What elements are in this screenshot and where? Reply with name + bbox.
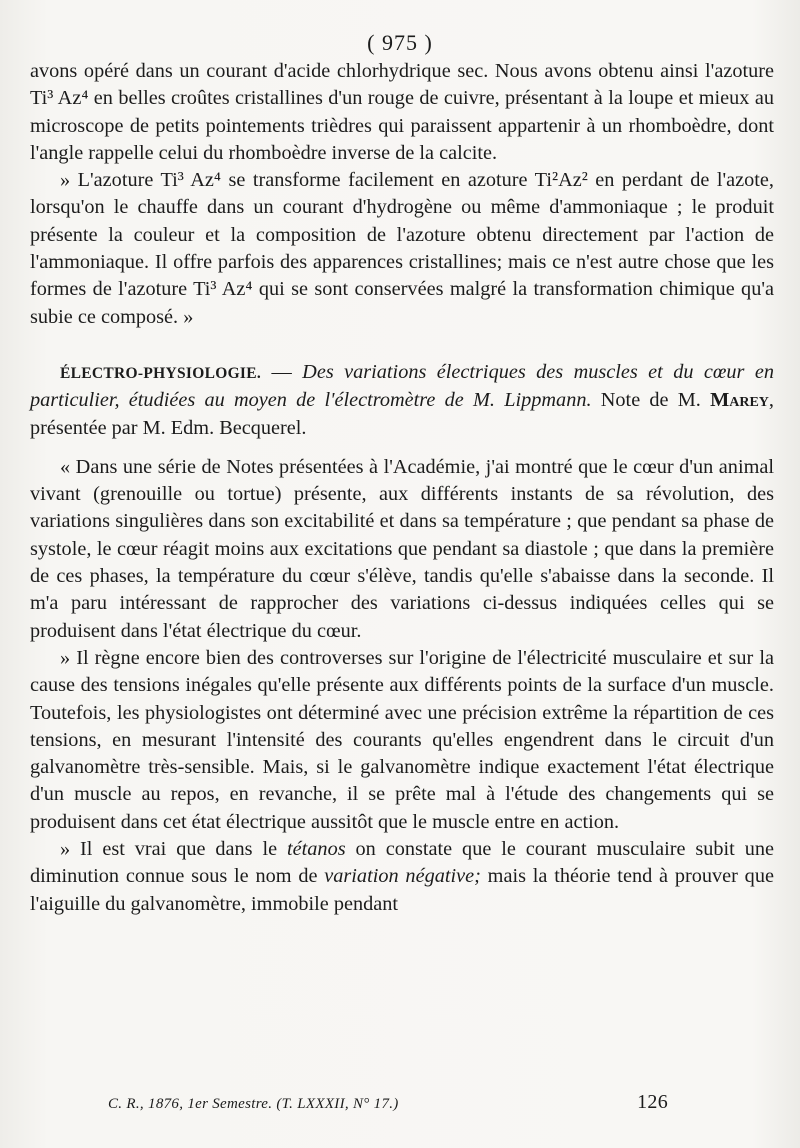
heading-gap xyxy=(30,442,774,454)
section-gap xyxy=(30,331,774,359)
paragraph-azoture-2: » L'azoture Ti³ Az⁴ se transforme facilement en azoture Ti²Az² en perdant de l'azote, lorsqu'on le chauffe dans un courant d'hydrogène ou même d'ammoniaque ; le produit présente la couleur et la composition de l'azoture obtenu directement par l'action de l'ammoniaque. Il offre parfois des apparences cristallines; mais ce n'est autre chose que les formes de l'azoture Ti³ Az⁴ qui se sont conservées malgré la transformation chimique qu'a subie ce composé. » xyxy=(30,169,774,328)
author-name: Marey xyxy=(710,389,769,412)
paragraph-intro: « Dans une série de Notes présentées à l'Académie, j'ai montré que le cœur d'un animal vivant (grenouille ou tortue) présente, aux différents instants de sa révolution, des variations singulières dans son excitabilité et dans sa température ; que pendant sa phase de systole, le cœur réagit moins aux excitations que pendant sa diastole ; que dans la première de ces phases, la température du cœur s'élève, tandis qu'elle s'abaisse dans la seconde. Il m'a paru intéressant de rapprocher des variations ci-dessus indiquées celles qui se produisent dans l'état électrique du cœur. xyxy=(30,455,774,642)
section-label: ÉLECTRO-PHYSIOLOGIE. xyxy=(60,364,262,382)
presented-by: , présentée par M. Edm. Becquerel. xyxy=(30,389,774,439)
signature-number: 126 xyxy=(637,1091,668,1113)
paragraph-tetanos xyxy=(30,836,774,918)
note-intro: Note de M. xyxy=(591,389,711,412)
page-body xyxy=(30,58,774,918)
page-footer xyxy=(108,1091,668,1114)
paragraph-controversies: » Il règne encore bien des controverses sur l'origine de l'électricité musculaire et sur la cause des tensions inégales qu'elle présente aux différents points de la surface d'un muscle. Toutefois, les physiologistes ont déterminé avec une précision extrême la répartition de ces tensions, en mesurant l'intensité des courants qu'elles engendrent dans le circuit d'un galvanomètre très-sensible. Mais, si le galvanomètre indique exactement l'état électrique d'un muscle au repos, en revanche, il se prête mal à l'étude des changements qui se produisent dans cet état électrique aussitôt que le muscle entre en action. xyxy=(30,646,774,833)
negative-variation-term: variation négative; xyxy=(324,865,481,888)
tetanos-term: tétanos xyxy=(287,838,346,861)
heading-dash: — xyxy=(261,360,303,383)
page-number: ( 975 ) xyxy=(367,30,433,55)
tetanos-text-c: on constate que le courant musculaire subit une diminution connue sous le nom de xyxy=(30,838,774,888)
tetanos-text-a: » Il est vrai que dans le xyxy=(60,838,288,861)
tetanos-text-e: mais la théorie tend à prouver que l'aiguille du galvanomètre, immobile pendant xyxy=(30,865,774,915)
journal-citation: C. R., 1876, 1er Semestre. (T. LXXXII, N° 17.) xyxy=(108,1096,399,1112)
article-title: Des variations électriques des muscles et du cœur en particulier, étudiées au moyen de l'électromètre de M. Lippmann. xyxy=(30,360,774,412)
paragraph-azoture-1: avons opéré dans un courant d'acide chlorhydrique sec. Nous avons obtenu ainsi l'azoture Ti³ Az⁴ en belles croûtes cristallines d'un rouge de cuivre, présentant à la loupe et mieux au microscope de petits pointements trièdres qui paraissent appartenir à un rhomboèdre, dont l'angle rappelle celui du rhomboèdre inverse de la calcite. xyxy=(30,60,774,164)
section-heading xyxy=(30,359,774,442)
